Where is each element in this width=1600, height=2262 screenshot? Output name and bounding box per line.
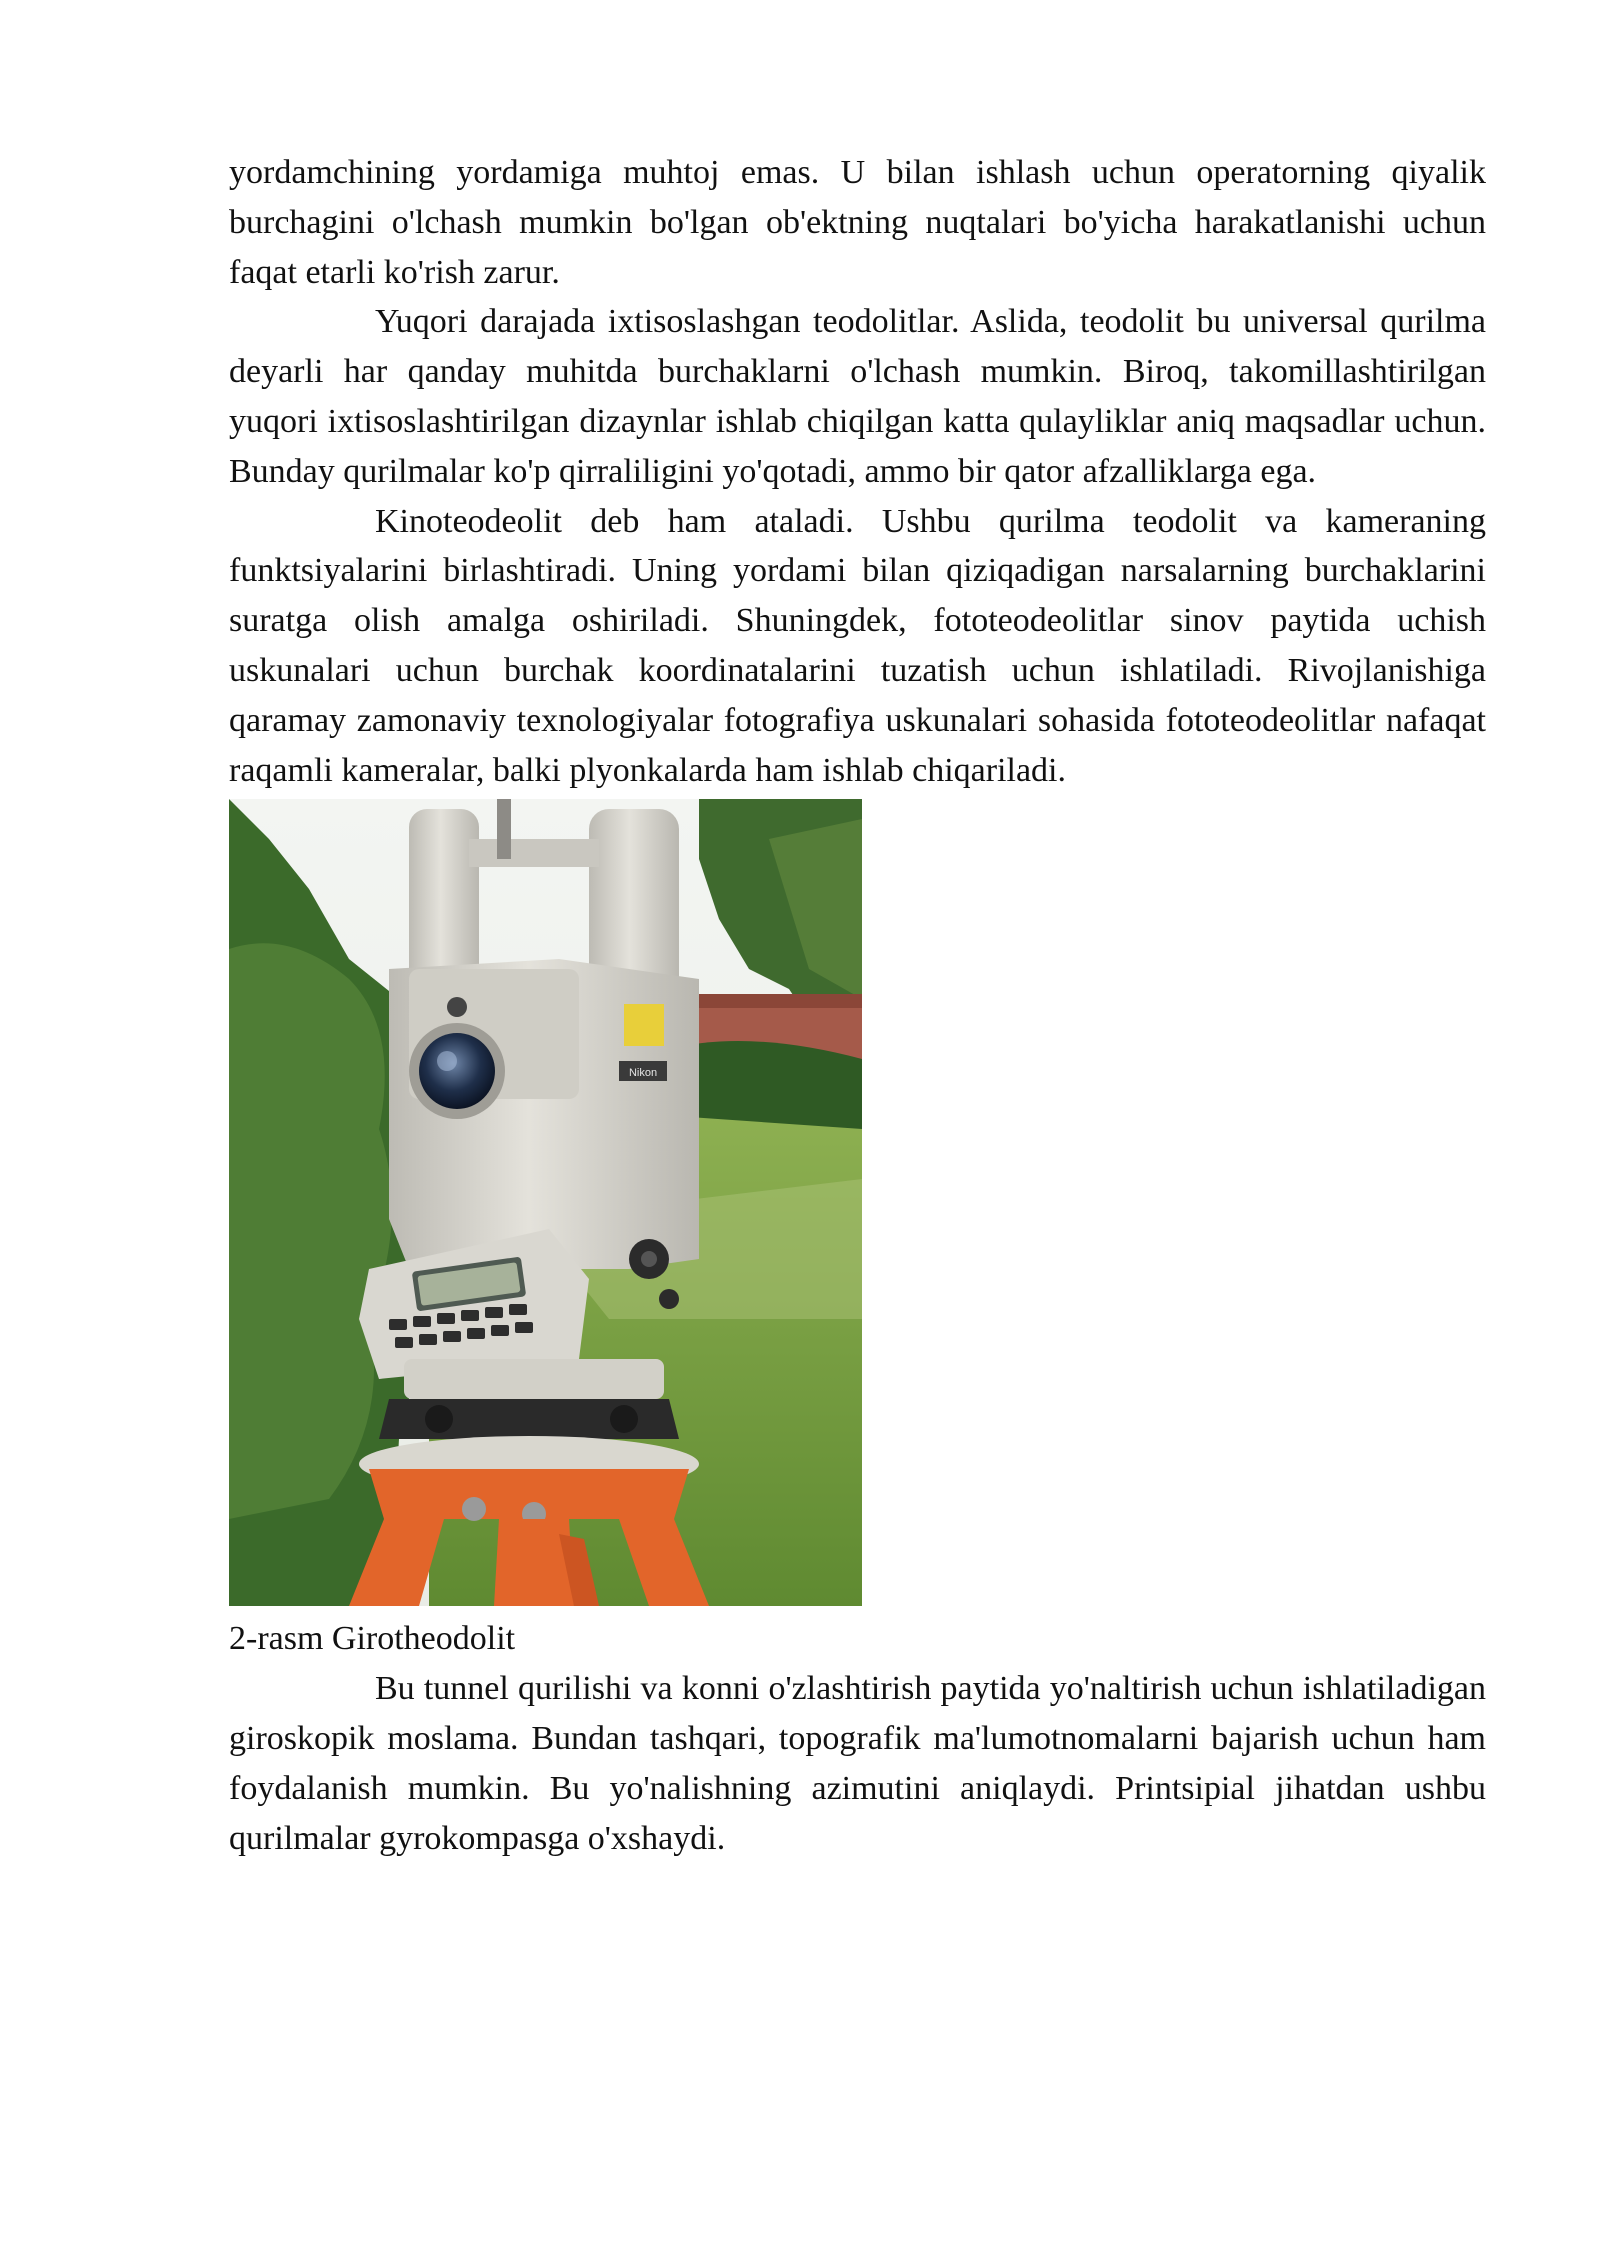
- paragraph-3: Kinoteodeolit deb ham ataladi. Ushbu qurilma teodolit va kameraning funktsiyalarini birlashtiradi. Uning yordami bilan qiziqadigan narsalarning burchaklarini suratga olish amalga oshiriladi. Shuningdek, fototeodeolitlar sinov paytida uchish uskunalari uchun burchak koordinatalarini tuzatish uchun ishlatiladi. Rivojlanishiga qaramay zamonaviy texnologiyalar fotografiya uskunalari sohasida fototeodeolitlar nafaqat raqamli kameralar, balki plyonkalarda ham ishlab chiqariladi.: [229, 502, 1486, 789]
- paragraph-4: Bu tunnel qurilishi va konni o'zlashtirish paytida yo'naltirish uchun ishlatiladigan giroskopik moslama. Bundan tashqari, topografik ma'lumotnomalarni bajarish uchun ham foydalanish mumkin. Bu yo'nalishning azimutini aniqlaydi. Printsipial jihatdan ushbu qurilmalar gyrokompasga o'xshaydi.: [229, 1670, 1486, 1857]
- brand-label: Nikon: [628, 1067, 658, 1080]
- theodolite-photo: [229, 799, 862, 1606]
- paragraph-2: Yuqori darajada ixtisoslashgan teodolitlar. Aslida, teodolit bu universal qurilma deyarli har qanday muhitda burchaklarni o'lchash mumkin. Biroq, takomillashtirilgan yuqori ixtisoslashtirilgan dizaynlar ishlab chiqilgan katta qulayliklar aniq maqsadlar uchun. Bunday qurilmalar ko'p qirraliligini yo'qotadi, ammo bir qator afzalliklarga ega.: [229, 303, 1486, 490]
- document-page: [229, 148, 1486, 1863]
- paragraph-1: yordamchining yordamiga muhtoj emas. U bilan ishlash uchun operatorning qiyalik burchagini o'lchash mumkin bo'lgan ob'ektning nuqtalari bo'yicha harakatlanishi uchun faqat etarli ko'rish zarur.: [229, 154, 1486, 291]
- figure-caption: 2-rasm Girotheodolit: [229, 1620, 516, 1658]
